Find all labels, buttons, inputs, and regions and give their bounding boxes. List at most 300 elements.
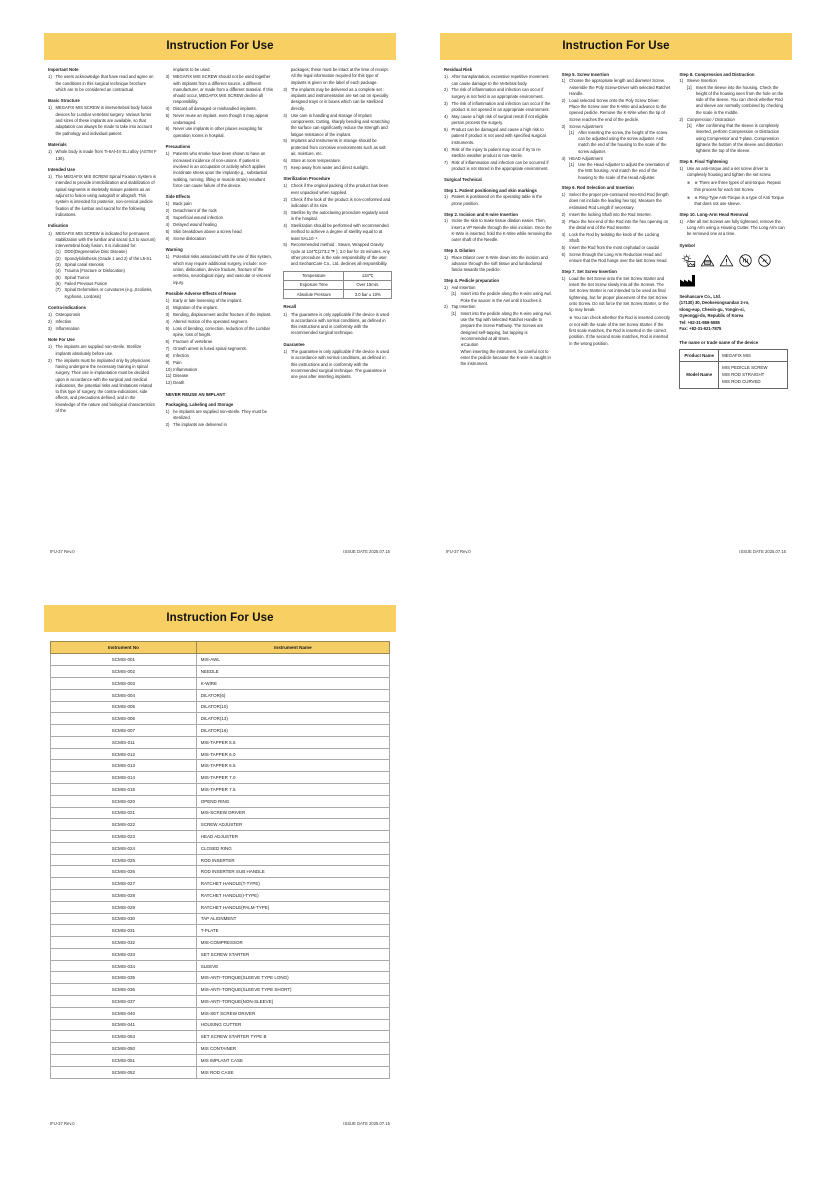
- table-row: [51, 1043, 390, 1055]
- heading-symbol: Symbol: [679, 242, 695, 248]
- table-row: [51, 948, 390, 960]
- list-item: 1) Back pain: [165, 201, 192, 207]
- device-name-table: [679, 349, 788, 389]
- caution-text: When inserting the instrument, be careful not to enter the pedicle because the K-wire is caught in the instrument.: [460, 348, 551, 367]
- heading-side-effects: Side Effects: [165, 194, 191, 200]
- table-row: [51, 878, 390, 890]
- list-item: 1) Place Dilator over K-Wire down into the incision and advance through the soft tissue and lumbodorsal fascia towards the pedicle.: [444, 254, 548, 273]
- heading-step-6: Step 6. Rod Selection and Insertion: [561, 185, 634, 191]
- list-item: 5) Product can be damaged and cause a high risk to patient if product is not used with specified surgical instruments.: [444, 127, 546, 145]
- instrument-name-cell: MIS-TAPPER 5.5: [196, 736, 389, 748]
- device-table-key: Product Name: [680, 349, 719, 361]
- instrument-name-cell: MIS-SET SCREW DRIVER: [196, 1007, 389, 1019]
- table-row: [51, 1054, 390, 1066]
- list-item: 1) Potential risks associated with the use of this system, which may require additional surgery, include: non-union, dislocation, device fracture, fracture of the vertebra, neurological injury, and vascular or visceral injury.: [165, 254, 272, 285]
- list-packaging-cont: [283, 87, 392, 171]
- instrument-no-cell: SCMIS-041: [51, 1019, 197, 1031]
- list-item: 11) Disease: [165, 373, 189, 379]
- list-item: 1) Use an anti-torque and a set screw driver to completely housing and tighten the set screw. ※ ※ There are three types of anti-torque. Repeat this process for each Set Screw. ※ ※ Ring-Type Anti-Torque is a type of Anti Torque that does not use sleeve.: [679, 166, 788, 208]
- list-indication-sub: [56, 249, 157, 299]
- instrument-no-cell: SCMIS-005: [51, 701, 197, 713]
- heading-packaging: Packaging, Labeling and Storage: [165, 401, 234, 407]
- list-item: 1) The users acknowledge that have read and agree on the conditions in this surgical technique brochure which are to be considered an contractual.: [48, 74, 154, 92]
- list-item: [1] After confirming that the sleeve is completely inserted, perform Compression or Distraction using Compressor and T-plate. Compression tightens the bottom of the sleeve and distortion tightens the top of the sleeve.: [686, 122, 783, 154]
- keep-away-from-sunlight-icon: [681, 253, 696, 268]
- column-header-instrument-name: Instrument Name: [196, 642, 389, 654]
- instrument-name-cell: SLEEVE: [196, 960, 389, 972]
- list-materials: [48, 149, 157, 162]
- list-item: 1) Load the Set Screw onto the Set Screw Starter and insert the Set Screw slowly into all the Screws. The Set Screw Starter is not intended to be used as final tightening, but for proper placement of the Set Screw onto Screw. Do not force the Set Screw Starter, or the tip may break. ※ You can check whether the Rod is inserted correctly or not with the scale of the Set Screw Starter. If the first scale matches, the Rod is inserted in the correct position. If the second scale matches, Rod is inserted in the wrong position.: [561, 275, 670, 346]
- device-table-key: Model Name: [680, 362, 719, 389]
- list-item: [1] Insert the sleeve into the housing. Check the height of the housing seen from the hole on the side of the sleeve. You can check whether Rod and sleeve are normally combined by checking the scale in the middle.: [686, 84, 784, 115]
- footer-doc-id: IFU-37 Rev.0: [50, 1121, 75, 1126]
- page-1-footer: [50, 549, 390, 554]
- list-item: 1) The implants are supplied non-sterile. Sterilize implants absolutely before use.: [48, 344, 142, 356]
- instrument-name-cell: ROD INSERTER: [196, 854, 389, 866]
- list-item: 2) The risk of inflammation and infection can occur if surgery is not held in an appropriate environment.: [444, 87, 544, 99]
- list-step-1: [444, 194, 553, 207]
- table-row: [51, 725, 390, 737]
- page-2-columns: [440, 60, 792, 389]
- page-title: Instruction For Use: [44, 605, 396, 632]
- manufacturer-address: [679, 294, 788, 333]
- heading-step-7: Step 7. Set Screw Insertion: [561, 268, 617, 274]
- table-row: [51, 748, 390, 760]
- address-line: (17130) 30, Deokseongsandan 2-ro,: [679, 300, 750, 306]
- table-header-row: [51, 642, 390, 654]
- list-step-4: [444, 285, 553, 367]
- instrument-no-cell: SCMIS-053: [51, 1031, 197, 1043]
- continuation-text: packages; these must be intact at the time of receipt. All the legal information required for this type of implants is given on the label of each package.: [290, 67, 389, 85]
- instrument-name-cell: RATCHET HANDLE(PALM-TYPE): [196, 901, 389, 913]
- footer-doc-id: IFU-37 Rev.0: [446, 549, 471, 554]
- step-9-note-1: ※ ※ There are three types of anti-torque. Repeat this process for each Set Screw.: [686, 180, 781, 192]
- list-item: 5) Recommended method : Steam, Wrapped Gravity cycle at 134℃(273.2 ℉ ), 3.0 bar for 15 minutes. Any other procedure is the sole responsibility of the user and SeohanCare Co., Ltd. declines all responsibility.: [283, 242, 390, 267]
- address-line: Fax: +82-31-921-7875: [679, 326, 722, 332]
- instrument-no-cell: SCMIS-030: [51, 913, 197, 925]
- instrument-name-cell: MIS-TAPPER 6.5: [196, 760, 389, 772]
- list-step-8-2-sub: [687, 123, 788, 154]
- table-row: [51, 666, 390, 678]
- list-item: (3) Spinal canal stenosis: [55, 262, 104, 268]
- do-not-reuse-icon: [738, 253, 753, 268]
- device-table-value: MEGAFIX MIS: [719, 349, 788, 361]
- instrument-name-cell: MIS-COMPRESSOR: [196, 937, 389, 949]
- instrument-no-cell: SCMIS-037: [51, 996, 197, 1008]
- page-1-column-2: [166, 67, 275, 429]
- list-note-for-use: [48, 344, 157, 414]
- list-warning: [166, 254, 275, 285]
- list-item: 1) Incise the skin to make tissue dilation easier. Then, insert a VP Needle through the skin incision. Once the K-Wire is inserted, hold the K-Wire while removing the outer shaft of the Needle.: [444, 218, 552, 243]
- list-item: 1) he implants are supplied non-sterile. They must be sterilized.: [165, 408, 267, 421]
- page-2-column-1: [444, 67, 553, 389]
- page-1-column-1: [48, 67, 157, 429]
- list-basic-structure: [48, 105, 157, 136]
- step-7-note: ※ You can check whether the Rod is inserted correctly or not with the scale of the Set Screw Starter. If the first scale matches, the Rod is inserted in the correct position. If the second scale matches, Rod is inserted in the wrong position.: [569, 315, 670, 346]
- list-item: 3) Superficial wound infection: [165, 215, 223, 221]
- instrument-no-cell: SCMIS-032: [51, 937, 197, 949]
- page-1: [44, 33, 396, 560]
- instrument-no-cell: SCMIS-051: [51, 1054, 197, 1066]
- list-step-8: [679, 78, 788, 154]
- instrument-name-cell: MIS-SCREW DRIVER: [196, 807, 389, 819]
- heading-intended-use: Intended Use: [48, 166, 75, 172]
- heading-indication: Indication: [48, 223, 69, 229]
- list-step-10: [679, 219, 788, 238]
- instrument-no-cell: SCMIS-001: [51, 654, 197, 666]
- list-item: 1) Sleeve Insertion [1] Insert the sleeve into the housing. Check the height of the housing seen from the hole on the side of the sleeve. You can check whether Rod and sleeve are normally combined by checking the scale in the middle.: [679, 78, 788, 116]
- table-cell: Temperature: [284, 271, 344, 280]
- table-row: [51, 866, 390, 878]
- list-item: 2) The implants are delivered in: [165, 422, 227, 428]
- list-item: 1) Early or late loosening of the implant.: [165, 298, 243, 304]
- instrument-no-cell: SCMIS-006: [51, 713, 197, 725]
- manufacturer-block: [679, 274, 788, 333]
- instrument-name-cell: DILATOR(16): [196, 725, 389, 737]
- instrument-name-cell: SET SCREW STARTER TYPE B: [196, 1031, 389, 1043]
- table-row: [284, 290, 392, 299]
- table-row: [51, 772, 390, 784]
- list-item: [1] Use the Head Adjuster to adjust the orientation of the MIS housing. And match the end of the housing to the scale of the Head Adjuster.: [569, 161, 670, 180]
- instrument-name-cell: MIS ROD CASE: [196, 1066, 389, 1078]
- list-item: 6) Screw through the Long Arm Reduction Head and ensure that the Rod hangs over the last Screw Head.: [561, 251, 668, 264]
- table-row: [284, 280, 392, 289]
- table-row: [51, 901, 390, 913]
- list-item: 3) Sterilize by the autoclaving procedure regularly used in the hospital.: [283, 209, 389, 222]
- list-item: 4) Sterilization should be performed with recommended method to achieve a degree of sterility equal to at least SAL10⁻⁶.: [283, 222, 389, 241]
- list-item: 3) Place the hex-end of the Rod into the hex opening on the distal end of the Rod Inserter.: [561, 218, 669, 230]
- instrument-name-cell: NEEDLE: [196, 666, 389, 678]
- table-row: [51, 913, 390, 925]
- footer-doc-id: IFU-37 Rev.0: [50, 549, 75, 554]
- list-item: (7) Spinal Deformities or curvatures (e.g.,Scoliosis, Kyphosis, Lordosis): [55, 287, 153, 299]
- heading-step-2: Step 2. Incision and K-wire Insertion: [444, 211, 519, 217]
- heading-contra-indications: Contra-indications: [48, 304, 86, 310]
- table-row: [51, 890, 390, 902]
- instrument-name-cell: MIS-AWL: [196, 654, 389, 666]
- heading-important-note: Important Note: [48, 67, 79, 72]
- instrument-no-cell: SCMIS-003: [51, 677, 197, 689]
- heading-step-9: Step 9. Final Tightening: [679, 158, 728, 164]
- table-row: [51, 1031, 390, 1043]
- list-implant-handling: [166, 74, 275, 139]
- page-3-footer: [50, 1121, 390, 1126]
- table-row: [51, 925, 390, 937]
- table-row: [51, 783, 390, 795]
- list-item: 1) Whole body is made from Ti-6Al-4V ELI alloy (ASTM F 136).: [48, 149, 157, 161]
- table-row: [51, 1066, 390, 1078]
- list-item: 6) Fracture of vertebrae: [165, 339, 213, 344]
- list-item: 4) Delayed wound healing: [165, 222, 217, 228]
- list-item: 6) Store at room temperature.: [283, 157, 342, 163]
- page-1-columns: [44, 60, 396, 429]
- instrument-name-cell: SCREW ADJUSTER: [196, 819, 389, 831]
- instrument-name-cell: K-WIRE: [196, 677, 389, 689]
- list-important-note: [48, 74, 157, 93]
- instrument-no-cell: SCMIS-027: [51, 878, 197, 890]
- page-title: Instruction For Use: [440, 33, 792, 60]
- table-row: [51, 972, 390, 984]
- list-step-5-3-sub: [569, 130, 670, 155]
- page-2-column-2: [562, 67, 671, 389]
- list-item: 1) The guarantee is only applicable if the device is used in accordance with normal conditions, as defined in this instructions and in conformity with the recommended surgical technique. The guarantee is one year after inserting implants.: [283, 349, 390, 380]
- list-item: 2) Insert the locking Shaft into the Rod Inserter.: [561, 211, 652, 217]
- list-item: 4) Discard all damaged or mishandled implants.: [165, 106, 257, 112]
- list-adverse-effects: [166, 298, 275, 386]
- instrument-name-cell: RATCHET HANDLE(T-TYPE): [196, 878, 389, 890]
- instrument-no-cell: SCMIS-031: [51, 925, 197, 937]
- list-item: (4) Trauma (Fracture or Dislocation): [55, 268, 125, 274]
- list-item: 5) Never reuse an implant. even though it may appear undamaged.: [165, 113, 269, 125]
- table-row: [51, 736, 390, 748]
- instrument-table-body: [51, 654, 390, 1078]
- list-item: 12) Death: [165, 380, 185, 386]
- instrument-name-cell: RATCHET HANDLE(I-TYPE): [196, 890, 389, 902]
- table-row: [51, 760, 390, 772]
- list-item: 3) Screw Adjustment [1] After inserting the screw, the height of the screw can be adjusted using the screw adjuster. And match the end of the housing to the scale of the screw adjuster.: [562, 124, 671, 155]
- list-item: (6) Failed Previous Fusion: [55, 280, 108, 286]
- list-indication: [48, 231, 157, 300]
- list-item: 3) Bending, displacement and/or fracture of the implant.: [165, 312, 272, 318]
- instrument-table: [50, 641, 390, 1079]
- instrument-no-cell: SCMIS-015: [51, 783, 197, 795]
- instrument-no-cell: SCMIS-011: [51, 736, 197, 748]
- list-item: 1) The guarantee is only applicable if the device is used in accordance with normal conditions, as defined in this instructions and in conformity with the recommended surgical technique.: [283, 311, 390, 336]
- continuation-text: implants to be used.: [173, 67, 211, 72]
- list-item: 2) Migration of the implant.: [165, 305, 218, 311]
- address-line: Gyeonggi-do, Republic of Korea: [679, 313, 744, 319]
- heading-step-8: Step 8. Compression and Distraction: [679, 71, 755, 77]
- list-step-2: [444, 218, 553, 243]
- table-cell: 134℃: [344, 271, 392, 280]
- instrument-name-cell: HOUSING CUTTER: [196, 1019, 389, 1031]
- instrument-no-cell: SCMIS-022: [51, 819, 197, 831]
- device-table-body: [680, 349, 788, 388]
- list-item: 1) Choose the appropriate length and diameter Screw. Assemble the Poly Screw-Driver with selected Ratchet Handle.: [561, 78, 671, 96]
- heading-residual-risk: Residual Risk: [444, 67, 473, 72]
- instrument-name-cell: MIS CONTAINER: [196, 1043, 389, 1055]
- list-step-4-2-sub: [452, 311, 553, 342]
- sterilization-table-body: [284, 271, 392, 299]
- table-row: [51, 996, 390, 1008]
- instrument-no-cell: SCMIS-026: [51, 866, 197, 878]
- list-item: 3) The implants may be delivered as a complete set : implants and instrumentation are set out on specially designed trays or in boxes which can be sterilized directly.: [283, 86, 389, 111]
- page-1-column-3: [283, 67, 392, 429]
- heading-guarantee: Guarantee: [283, 341, 305, 347]
- instrument-name-cell: DILATOR(10): [196, 701, 389, 713]
- list-residual-risk: [444, 74, 553, 172]
- instrument-no-cell: SCMIS-002: [51, 666, 197, 678]
- table-cell: Absolute Pressure: [284, 290, 344, 299]
- instrument-name-cell: OPEND RING: [196, 795, 389, 807]
- table-cell: 3.0 bar ± 10%: [344, 290, 392, 299]
- list-step-5-4-sub: [569, 162, 670, 181]
- table-row: [51, 713, 390, 725]
- list-item: 1) The MEGAFIX MIS SCREW Spinal Fixation System is intended to provide immobilization and stabilization of spinal segments in skeletally mature patients as an adjunct to fusion using autograft or allograft. This system is intended for posterior, non-cervical pedicle fixation of the lumbar and sacral for the following indications.: [48, 174, 157, 217]
- table-row: [51, 984, 390, 996]
- manufacturer-factory-icon: [679, 274, 696, 287]
- list-item: 4) Use care in handling and storage of implant components. Cutting, sharply bending and scratching the surface can significantly reduce the strength and fatigue resistance of the implant.: [283, 112, 390, 137]
- list-item: 7) Keep away from water and direct sunlight.: [283, 164, 369, 170]
- table-row: [51, 1019, 390, 1031]
- list-item: 6) Screw dislocation: [165, 235, 206, 241]
- list-contra-indications: [48, 312, 157, 332]
- heading-materials: Materials: [48, 141, 67, 147]
- heading-adverse-effects: Possible Adverse Effects of Reuse: [165, 290, 237, 296]
- instrument-no-cell: SCMIS-014: [51, 772, 197, 784]
- page-2: [440, 33, 792, 560]
- page-title: Instruction For Use: [44, 33, 396, 60]
- list-intended-use: [48, 174, 157, 218]
- instrument-no-cell: SCMIS-020: [51, 795, 197, 807]
- list-item: 6) Never use implants in other places excepting for operation rooms in hospital.: [165, 126, 263, 138]
- instrument-no-cell: SCMIS-035: [51, 972, 197, 984]
- instrument-table-head: [51, 642, 390, 654]
- list-item: 2) Tap Insertion [1] Insert into the pedicle along the K-wire using Awl. use the Tap with selected Ratchet Handle to prepare the Screw Pathway. The Screws are designed self-tapping, but tapping is recommended at all times. ※Caution When inserting the instrument, be careful not to enter the pedicle because the K-wire is caught in the instrument.: [444, 304, 552, 367]
- list-step-4-1-sub: [452, 291, 553, 304]
- instrument-name-cell: CLOSED RING: [196, 842, 389, 854]
- list-item: 2) Infection: [48, 318, 72, 324]
- list-item: 1) Select the proper pre-contoured Hex-End Rod (length does not include the leading hex tip). Measure the estimated Rod Length if necessary.: [561, 192, 669, 210]
- list-item: 2) Compression / Distraction [1] After confirming that the sleeve is completely inserted, perform Compression or Distraction using Compressor and T-plate. Compression tightens the bottom of the sleeve and distortion tightens the top of the sleeve.: [679, 117, 788, 155]
- list-step-3: [444, 255, 553, 274]
- footer-issue-date: ISSUE DATE 2025.07.15: [343, 1121, 390, 1126]
- instrument-name-cell: MIS-TAPPER 6.0: [196, 748, 389, 760]
- list-packaging: [166, 409, 275, 428]
- table-row: [51, 654, 390, 666]
- list-item: 9) Pain: [165, 359, 182, 365]
- list-item: 2) Check if the look of the product is non-conformed and indication of its size.: [283, 196, 391, 208]
- instrument-name-cell: SET SCREW STARTER: [196, 948, 389, 960]
- page-3: [44, 605, 396, 1132]
- list-step-8-1-sub: [687, 85, 788, 116]
- instrument-no-cell: SCMIS-025: [51, 854, 197, 866]
- step-9-note-2: ※ ※ Ring-Type Anti-Torque is a type of Anti Torque that does not use sleeve.: [686, 194, 784, 207]
- instrument-name-cell: MIS-ANTI-TORQUE(NON-SLEEVE): [196, 996, 389, 1008]
- table-row: [51, 960, 390, 972]
- list-recall: [283, 312, 392, 337]
- list-item: 6) Risk of the injury to patient may occur if try to re-sterilize weather product is non-sterile.: [444, 146, 542, 158]
- instrument-no-cell: SCMIS-033: [51, 948, 197, 960]
- list-item: 1) Osteoporosis: [48, 312, 81, 318]
- instrument-name-cell: HEAD ADJUSTER: [196, 831, 389, 843]
- list-item: 7) Growth arrest in fused spinal segments.: [165, 345, 247, 351]
- list-item: 4) Lock the Rod by twisting the knob of the Locking Shaft.: [561, 231, 660, 243]
- table-row: [284, 271, 392, 280]
- table-row: [680, 349, 788, 361]
- list-step-7: [562, 276, 671, 347]
- instrument-no-cell: SCMIS-050: [51, 1043, 197, 1055]
- list-item: (5) Spinal Tumor: [55, 274, 90, 280]
- heading-step-5: Step 5. Screw Insertion: [561, 71, 609, 77]
- instrument-name-cell: DILATOR(6): [196, 689, 389, 701]
- list-guarantee: [283, 349, 392, 380]
- list-side-effects: [166, 201, 275, 242]
- instrument-no-cell: SCMIS-052: [51, 1066, 197, 1078]
- address-line: Idong-eup, Cheoin-gu, Yongin-si,: [679, 306, 745, 312]
- heading-recall: Recall: [283, 304, 297, 310]
- page-2-footer: [446, 549, 786, 554]
- list-item: [1] Insert into the pedicle along the K-wire using Awl. Poke the saucer in the Awl until it touches it.: [451, 291, 552, 303]
- table-row: [51, 689, 390, 701]
- list-item: 5) Skin breakdown above a screw head: [165, 228, 242, 234]
- table-row: [51, 701, 390, 713]
- heading-sterilization-procedure: Sterilization Procedure: [283, 176, 331, 182]
- list-item: (1) DDD(Degenerative Disc Disease): [55, 249, 127, 255]
- table-row: [51, 807, 390, 819]
- instrument-no-cell: SCMIS-013: [51, 760, 197, 772]
- list-item: 1) MEGAFIX MIS SCREW is indicated for permanent stabilization with the lumbar and sacral (L3 to sacrum) intervertebral body fusion. It is indicated for: (1) DDD(Degenerative Disc Disease) (2) Spondylolisthesis (Grade 1 and 2) of the L5-S1 (3) Spinal canal stenosis (4) Trauma (Fracture or Dislocation) (5) Spinal Tumor (6) Failed Previous Fusion (7) Spinal Deformities or curvatures (e.g.,Scoliosis, Kyphosis, Lordosis): [48, 230, 156, 299]
- list-item: 4) HEAD Adjustment [1] Use the Head Adjuster to adjust the orientation of the MIS housing. And match the end of the housing to the scale of the Head Adjuster.: [561, 155, 670, 180]
- footer-issue-date: ISSUE DATE 2025.07.15: [739, 549, 786, 554]
- list-step-5: [562, 78, 671, 181]
- instrument-no-cell: SCMIS-040: [51, 1007, 197, 1019]
- list-item: 1) After all Set Screws are fully tightened, remove the Long Arm using a Housing Cutter. The Long Arm can be removed one at a time.: [679, 218, 785, 237]
- footer-issue-date: ISSUE DATE 2025.07.15: [343, 549, 390, 554]
- list-item: 2) The implants must be implanted only by physicians having undergone the necessary training in spinal surgery. Their use in implantation must be decided upon in accordance with the surgical and medical indications, the potential risks and limitations related to this type of surgery, the contra-indications, side effects, and precautions defined, and in the knowledge of the nature and biological characteristics of the: [48, 357, 155, 414]
- heading-step-3: Step 3. Dilation: [444, 247, 476, 253]
- instrument-no-cell: SCMIS-023: [51, 831, 197, 843]
- caution-icon: [719, 253, 734, 268]
- symbol-row: [681, 253, 788, 268]
- address-line: Tel: +82-31-989-5085: [679, 319, 720, 325]
- table-row: [51, 831, 390, 843]
- list-item: 1) After transplantation, excessive repetitive movement can cause damage to the Vertebral body.: [444, 74, 549, 86]
- list-item: 8) Infection: [165, 352, 190, 358]
- list-item: [1] Insert into the pedicle along the K-wire using Awl. use the Tap with selected Ratchet Handle to prepare the Screw Pathway. The Screws are designed self-tapping, but tapping is recommended at all times.: [451, 310, 552, 341]
- table-row: [680, 362, 788, 389]
- list-step-6: [562, 192, 671, 264]
- table-cell: Exposure Time: [284, 280, 344, 289]
- heading-note-for-use: Note For Use: [48, 337, 75, 343]
- instrument-table-wrap: [44, 632, 396, 1079]
- list-item: 10) Inflammation: [165, 366, 198, 372]
- instrument-no-cell: SCMIS-007: [51, 725, 197, 737]
- list-item: 2) Load selected Screw onto the Poly Screw Driver. Place the Screw over the K-Wire and advance to the opened pedicle. Remove the K-Wire when the tip of Screw reaches the end of the pedicle.: [561, 97, 667, 122]
- list-item: 3) The risk of inflammation and infection can occur if the product is not opened in an appropriate environment.: [444, 100, 551, 112]
- instrument-name-cell: MIS-ANTI-TORQUE(SLEEVE TYPE LONG): [196, 972, 389, 984]
- list-item: 4) Altered motion of the operated segment.: [165, 318, 248, 324]
- list-item: 3) Inflammation: [48, 325, 80, 331]
- heading-warning: Warning: [165, 247, 183, 253]
- instrument-name-cell: TAP ALIGNMENT: [196, 913, 389, 925]
- list-item: [1] After inserting the screw, the height of the screw can be adjusted using the screw adjuster. And match the end of the housing to the scale of the screw adjuster.: [569, 129, 668, 154]
- table-row: [51, 819, 390, 831]
- list-item: 1) Awl Insertion [1] Insert into the pedicle along the K-wire using Awl. Poke the saucer in the Awl until it touches it.: [444, 284, 552, 303]
- page-2-column-3: [679, 67, 788, 389]
- instrument-name-cell: MIS-ANTI-TORQUE(SLEEVE TYPE SHORT): [196, 984, 389, 996]
- instrument-no-cell: SCMIS-029: [51, 901, 197, 913]
- consult-instructions-icon: [700, 253, 715, 268]
- instrument-name-cell: MIS-TAPPER 7.0: [196, 772, 389, 784]
- list-item: 1) Patients who smoke have been shown to have an increased incidence of non-unions. If patient is involved in an occupation or activity which applies inordinate stress upon the implant(e.g., substantial walking, running, lifting or muscle strain) resultant force can cause failure of the device.: [165, 151, 267, 188]
- list-item: 5) Implants and Instruments in storage should be protected from corrosive environments such as salt air, moisture, etc.: [283, 138, 386, 157]
- instrument-no-cell: SCMIS-034: [51, 960, 197, 972]
- instrument-no-cell: SCMIS-036: [51, 984, 197, 996]
- do-not-resterilize-icon: [757, 253, 772, 268]
- instrument-no-cell: SCMIS-028: [51, 890, 197, 902]
- instrument-no-cell: SCMIS-024: [51, 842, 197, 854]
- list-item: 1) MEGAFIX MIS SCREW is intervertebral body fusion devices for Lumbar vertebral surgery. Various forms and sizes of these implants are available, so that adaptation can always be made to take into account the pathology and individual patient.: [48, 105, 153, 136]
- list-item: 3) MEGAFIX MIS SCREW should not be used together with implants from a different source, a different manufacturer, or made from a different material. If this should occur, MEGAFIX MIS SCREW decline all responsibility.: [165, 74, 273, 105]
- list-item: (2) Spondylolisthesis (Grade 1 and 2) of the L5-S1: [55, 255, 152, 261]
- list-step-9: [679, 166, 788, 208]
- list-item: 1) Check if the original packing of the product has been ever unpacked when supplied.: [283, 183, 389, 195]
- never-reuse-notice: NEVER REUSE AN IMPLANT: [165, 391, 226, 397]
- table-row: [51, 842, 390, 854]
- instrument-name-cell: ROD INSERTER SUB HANDLE: [196, 866, 389, 878]
- instrument-name-cell: DILATOR(13): [196, 713, 389, 725]
